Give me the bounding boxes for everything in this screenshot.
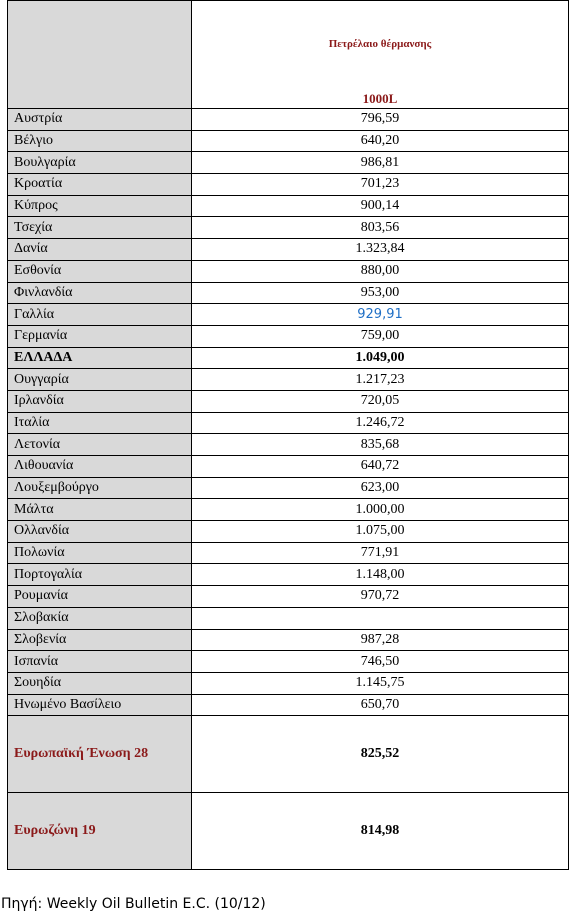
table-row — [8, 390, 569, 412]
country-cell: Δανία — [8, 239, 192, 261]
country-cell: Ηνωμένο Βασίλειο — [8, 694, 192, 716]
total-row — [8, 716, 569, 793]
total-value-cell: 825,52 — [192, 716, 569, 793]
price-cell: 720,05 — [192, 390, 569, 412]
price-cell: 759,00 — [192, 325, 569, 347]
table-row — [8, 672, 569, 694]
country-cell: Εσθονία — [8, 260, 192, 282]
price-cell — [192, 607, 569, 629]
country-cell: Κροατία — [8, 174, 192, 196]
price-cell: 701,23 — [192, 174, 569, 196]
country-cell: Λουξεμβούργο — [8, 477, 192, 499]
header-cell — [192, 1, 569, 109]
table-row — [8, 434, 569, 456]
table-row — [8, 412, 569, 434]
table-row — [8, 651, 569, 673]
table-row — [8, 304, 569, 326]
country-cell: Ιταλία — [8, 412, 192, 434]
country-cell: Τσεχία — [8, 217, 192, 239]
price-cell: 953,00 — [192, 282, 569, 304]
country-cell: Βέλγιο — [8, 130, 192, 152]
country-cell: Γαλλία — [8, 304, 192, 326]
fuel-price-table — [7, 0, 569, 870]
price-cell: 650,70 — [192, 694, 569, 716]
price-cell: 987,28 — [192, 629, 569, 651]
country-cell: Ολλανδία — [8, 521, 192, 543]
country-cell: Ουγγαρία — [8, 369, 192, 391]
country-cell: Πορτογαλία — [8, 564, 192, 586]
table-row — [8, 586, 569, 608]
country-cell: Βουλγαρία — [8, 152, 192, 174]
table-row — [8, 239, 569, 261]
country-cell: Ρουμανία — [8, 586, 192, 608]
table-row — [8, 499, 569, 521]
table-row — [8, 477, 569, 499]
total-label-cell: Ευρωπαϊκή Ένωση 28 — [8, 716, 192, 793]
price-cell: 835,68 — [192, 434, 569, 456]
table-row — [8, 521, 569, 543]
column-title: Πετρέλαιο θέρμανσης — [328, 38, 432, 50]
price-cell: 1.049,00 — [192, 347, 569, 369]
table-row — [8, 195, 569, 217]
price-cell: 900,14 — [192, 195, 569, 217]
country-cell: Κύπρος — [8, 195, 192, 217]
table-row — [8, 130, 569, 152]
country-cell: Πολωνία — [8, 542, 192, 564]
price-cell: 640,72 — [192, 456, 569, 478]
country-cell: Αυστρία — [8, 109, 192, 131]
table-row — [8, 456, 569, 478]
price-cell: 1.000,00 — [192, 499, 569, 521]
country-cell: ΕΛΛΑΔΑ — [8, 347, 192, 369]
table-row — [8, 564, 569, 586]
country-cell: Ιρλανδία — [8, 390, 192, 412]
column-unit: 1000L — [362, 91, 398, 106]
price-cell: 880,00 — [192, 260, 569, 282]
country-cell: Ισπανία — [8, 651, 192, 673]
table-row — [8, 260, 569, 282]
country-cell: Φινλανδία — [8, 282, 192, 304]
table-row — [8, 629, 569, 651]
country-cell: Λιθουανία — [8, 456, 192, 478]
price-cell: 623,00 — [192, 477, 569, 499]
price-cell: 1.148,00 — [192, 564, 569, 586]
price-cell: 1.217,23 — [192, 369, 569, 391]
price-cell: 970,72 — [192, 586, 569, 608]
price-cell: 803,56 — [192, 217, 569, 239]
table-row — [8, 282, 569, 304]
price-cell: 1.246,72 — [192, 412, 569, 434]
country-cell: Σλοβακία — [8, 607, 192, 629]
table-row — [8, 109, 569, 131]
table-row — [8, 369, 569, 391]
price-cell: 986,81 — [192, 152, 569, 174]
table-row — [8, 174, 569, 196]
header-empty-cell — [8, 1, 192, 109]
total-value-cell: 814,98 — [192, 793, 569, 870]
price-cell: 796,59 — [192, 109, 569, 131]
total-row — [8, 793, 569, 870]
source-note: Πηγή: Weekly Oil Bulletin E.C. (10/12) — [1, 896, 266, 912]
table-row — [8, 607, 569, 629]
table-row — [8, 325, 569, 347]
price-cell: 746,50 — [192, 651, 569, 673]
total-label-cell: Ευρωζώνη 19 — [8, 793, 192, 870]
table-body — [8, 1, 569, 870]
country-cell: Σλοβενία — [8, 629, 192, 651]
price-cell: 640,20 — [192, 130, 569, 152]
price-cell: 1.075,00 — [192, 521, 569, 543]
price-cell: 1.323,84 — [192, 239, 569, 261]
table-row — [8, 217, 569, 239]
country-cell: Γερμανία — [8, 325, 192, 347]
header-row — [8, 1, 569, 109]
country-cell: Λετονία — [8, 434, 192, 456]
country-cell: Σουηδία — [8, 672, 192, 694]
price-cell: 771,91 — [192, 542, 569, 564]
table-row — [8, 152, 569, 174]
price-cell: 929,91 — [192, 304, 569, 326]
table-row — [8, 694, 569, 716]
price-cell: 1.145,75 — [192, 672, 569, 694]
table-row — [8, 542, 569, 564]
table-row — [8, 347, 569, 369]
country-cell: Μάλτα — [8, 499, 192, 521]
